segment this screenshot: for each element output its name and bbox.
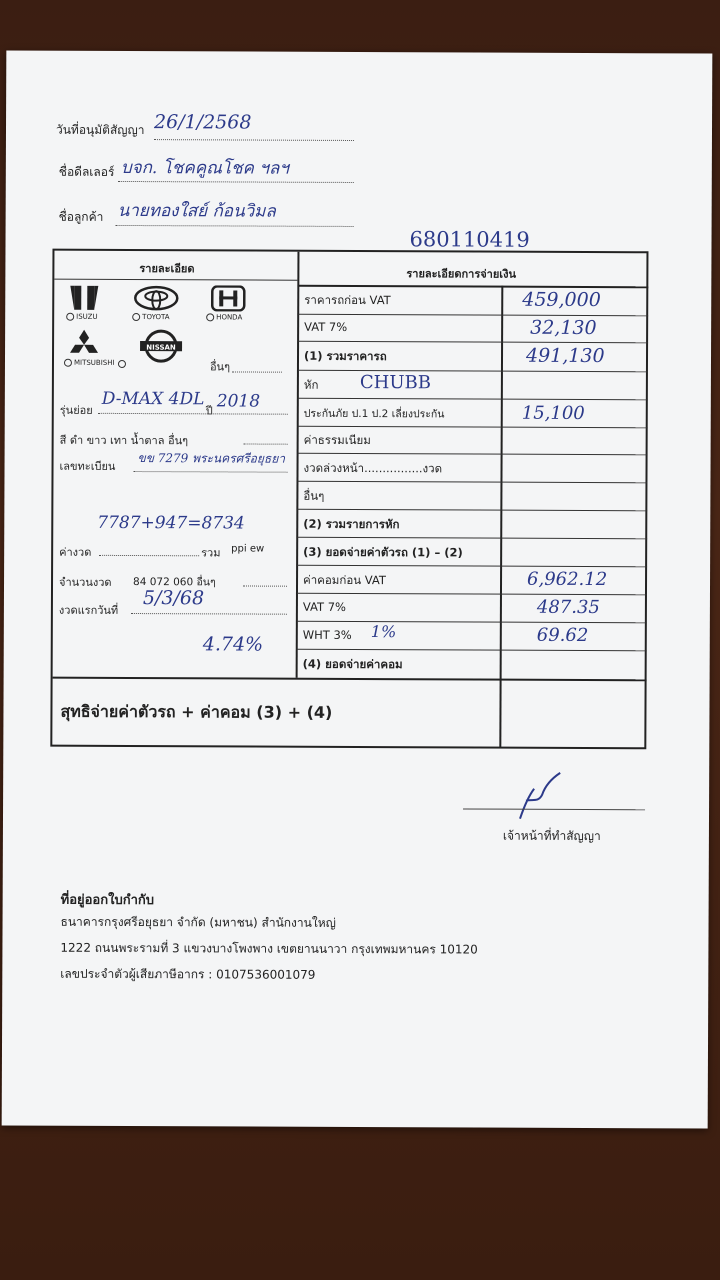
row-line [297,649,647,652]
model-label: รุ่นย่อย [59,403,93,417]
color-options: สี ดำ ขาว เทา น้ำตาล อื่นๆ [59,433,189,448]
dealer-label: ชื่อดีลเลอร์ [58,164,115,179]
nissan-icon [138,329,184,363]
first-due-label: งวดแรกวันที่ [58,603,119,617]
row-line [297,537,647,540]
other-brand: อื่นๆ [209,360,231,374]
right-header-line [298,285,648,289]
car-payment-label: (3) ยอดจ่ายค่าตัวรถ (1) – (2) [303,544,463,560]
svg-text:NISSAN: NISSAN [146,343,176,352]
plate-line [134,471,288,473]
brand-mitsubishi: MITSUBISHI [73,358,115,367]
isuzu-logo [66,285,102,321]
installment-total: รวม [201,546,221,560]
nissan-radio [118,359,128,368]
insurance-value: 15,100 [521,402,585,424]
row-line [297,621,647,624]
model-line [98,413,288,415]
net-row-line [53,677,647,681]
other-brand-line [232,371,282,372]
wht-label: WHT 3% [302,627,352,642]
deduct-label: หัก [303,377,319,392]
rate-note: 4.74% [202,633,264,656]
calc-note: 7787+947=8734 [97,512,245,534]
first-due-value: 5/3/68 [142,587,205,610]
commission-payment-label: (4) ยอดจ่ายค่าคอม [302,656,403,672]
insurer-value: CHUBB [359,372,432,394]
customer-label: ชื่อลูกค้า [58,209,104,224]
terms-line [243,586,287,587]
isuzu-icon [66,285,102,311]
customer-line [116,225,354,227]
price-before-vat-label: ราคารถก่อน VAT [304,292,391,308]
left-header-line [54,279,297,281]
commission-before-vat-value: 6,962.12 [527,568,608,591]
vat-value: 32,130 [530,316,597,340]
row-line [298,398,648,401]
approval-date-value: 26/1/2568 [153,111,252,134]
wht-handwritten-rate: 1% [370,622,397,642]
brand-toyota: TOYOTA [142,313,170,322]
advance-label: งวดล่วงหน้า................งวด [303,460,443,476]
footer-line-1: ธนาคารกรุงศรีอยุธยา จำกัด (มหาชน) สำนักงานใหญ่ [60,914,336,930]
installment-label: ค่างวด [59,545,92,559]
terms-options: 84 072 060 อื่นๆ [133,576,216,589]
brand-isuzu: ISUZU [76,312,98,321]
total-price-label: (1) รวมราคารถ [303,348,387,364]
commission-vat-value: 487.35 [536,596,600,619]
row-line [298,453,648,456]
model-value: D-MAX 4DL [101,388,205,410]
dealer-line [118,181,354,183]
detail-table [50,249,648,750]
toyota-logo [132,285,180,321]
mitsubishi-logo [64,329,115,367]
vat-options: ppi ew [231,543,265,555]
mitsubishi-icon [64,329,104,357]
toyota-icon [132,285,180,311]
commission-vat-label: VAT 7% [302,599,346,614]
row-line [298,426,648,429]
footer-line-3: เลขประจำตัวผู้เสียภาษีอากร : 0107536001079 [60,966,316,982]
color-line [244,444,288,445]
footer-line-2: 1222 ถนนพระรามที่ 3 แขวงบางโพงพาง เขตยานนาวา กรุงเทพมหานคร 10120 [60,940,478,957]
brand-honda: HONDA [216,313,243,322]
plate-value: ขข 7279 พระนครศรีอยุธยา [137,451,286,466]
wht-value: 69.62 [536,624,589,647]
price-before-vat-value: 459,000 [522,288,601,312]
left-header: รายละเอียด [139,262,195,276]
other-label: อื่นๆ [303,488,325,503]
dealer-value: บจก. โชคคูณโชค ฯลฯ [120,157,289,179]
footer-title: ที่อยู่ออกใบกำกับ [60,892,155,909]
signature-label: เจ้าหน้าที่ทำสัญญา [502,828,601,844]
row-line [297,565,647,568]
nissan-logo [138,329,184,365]
contract-form [2,50,713,1128]
total-deduct-label: (2) รวมรายการหัก [303,516,400,532]
terms-label: จำนวนงวด [59,575,112,589]
net-payment-label: สุทธิจ่ายค่าตัวรถ + ค่าคอม (3) + (4) [60,701,333,722]
insurance-label: ประกันภัย ป.1 ป.2 เลี่ยงประกัน [303,407,445,421]
plate-label: เลขทะเบียน [59,459,116,473]
row-line [297,509,647,512]
total-price-value: 491,130 [525,344,605,368]
vat-label: VAT 7% [304,319,348,334]
commission-before-vat-label: ค่าคอมก่อน VAT [303,572,386,588]
approval-date-label: วันที่อนุมัติสัญญา [55,122,145,138]
left-right-divider [296,252,299,678]
year-value: 2018 [216,391,261,412]
signature-mark [508,769,568,825]
installment-line [99,555,199,556]
contract-number: 680110419 [409,227,530,252]
row-line [298,370,648,373]
row-line [298,341,648,344]
honda-icon [206,285,250,311]
right-header: รายละเอียดการจ่ายเงิน [406,267,517,281]
year-label: ปี [205,404,213,418]
row-line [297,481,647,484]
approval-date-line [154,139,354,141]
fee-label: ค่าธรรมเนียม [303,432,371,448]
first-due-line [131,613,287,615]
row-line [297,593,647,596]
customer-value: นายทองใสย์ ก้อนวิมล [117,200,276,222]
honda-logo [206,285,250,321]
row-line [298,314,648,317]
